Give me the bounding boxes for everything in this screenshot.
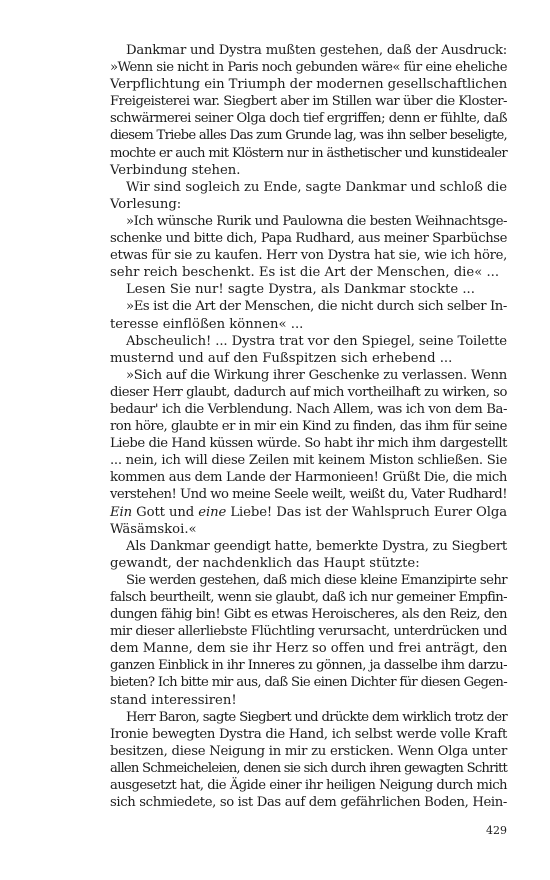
text-line: bieten? Ich bitte mir aus, daß Sie einen Dichter für diesen Gegen-	[110, 675, 507, 691]
text-line: gewandt, der nachdenklich das Haupt stützte:	[110, 555, 420, 571]
text-line: mochte er auch mit Klöstern nur in ästhetischer und kunstidealer	[110, 145, 507, 161]
text-line: »Es ist die Art der Menschen, die nicht durch sich selber In-	[126, 299, 507, 315]
emphasis-text: eine	[198, 504, 227, 520]
text-line	[110, 504, 507, 521]
text-line: Wäsämskoi.«	[110, 521, 197, 537]
text-line: Abscheulich! ... Dystra trat vor den Spiegel, seine Toilette	[126, 333, 507, 349]
text-line: »Ich wünsche Rurik und Paulowna die besten Weihnachtsge-	[126, 213, 507, 229]
text-line: dungen fähig bin! Gibt es etwas Heroischeres, als den Reiz, den	[110, 607, 507, 623]
body-text	[110, 42, 507, 811]
text-line: ... nein, ich will diese Zeilen mit keinem Miston schließen. Sie	[110, 453, 507, 469]
text-line: ausgesetzt hat, die Ägide einer ihr heiligen Neigung durch mich	[110, 778, 507, 794]
text-line: besitzen, diese Neigung in mir zu ersticken. Wenn Olga unter	[110, 743, 507, 759]
text-line: Wir sind sogleich zu Ende, sagte Dankmar und schloß die	[126, 179, 507, 195]
text-line: diesem Triebe alles Das zum Grunde lag, was ihn selber beseligte,	[110, 128, 507, 144]
text-line: Dankmar und Dystra mußten gestehen, daß der Ausdruck:	[126, 43, 507, 58]
emphasis-text: Ein	[110, 504, 133, 520]
text-line: dem Manne, dem sie ihr Herz so offen und frei anträgt, den	[110, 641, 508, 657]
text-line: schenke und bitte dich, Papa Rudhard, aus meiner Sparbüchse	[110, 231, 507, 247]
text-line: Als Dankmar geendigt hatte, bemerkte Dystra, zu Siegbert	[126, 538, 507, 554]
text-line: sehr reich beschenkt. Es ist die Art der Menschen, die« ...	[110, 265, 500, 281]
page-number: 429	[486, 824, 507, 837]
text-line: verstehen! Und wo meine Seele weilt, weißt du, Vater Rudhard!	[110, 487, 507, 503]
text-line: Sie werden gestehen, daß mich diese kleine Emanzipirte sehr	[126, 572, 507, 588]
text-line: ganzen Einblick in ihr Inneres zu gönnen, ja dasselbe ihm darzu-	[110, 658, 507, 674]
text-line: ron höre, glaubte er in mir ein Kind zu finden, das ihm für seine	[110, 419, 507, 435]
text-fragment: Gott und	[132, 504, 199, 520]
text-line: »Sich auf die Wirkung ihrer Geschenke zu verlassen. Wenn	[126, 367, 507, 383]
text-line: musternd und auf den Fußspitzen sich erhebend ...	[110, 350, 453, 366]
text-line: »Wenn sie nicht in Paris noch gebunden wäre« für eine eheliche	[110, 60, 507, 76]
text-line: allen Schmeicheleien, denen sie sich durch ihren gewagten Schritt	[110, 760, 507, 776]
text-line: schwärmerei seiner Olga doch tief ergriffen; denn er fühlte, daß	[110, 111, 507, 127]
text-line: Lesen Sie nur! sagte Dystra, als Dankmar stockte ...	[126, 282, 475, 298]
text-line: mir dieser allerliebste Flüchtling verursacht, unterdrücken und	[110, 624, 507, 640]
text-line: stand interessiren!	[110, 692, 237, 708]
text-line: bedaur' ich die Verblendung. Nach Allem, was ich von dem Ba-	[110, 401, 507, 417]
text-line: Vorlesung:	[110, 196, 182, 212]
text-line: teresse einflößen können« ...	[110, 316, 304, 332]
text-line: falsch beurtheilt, wenn sie glaubt, daß ich nur gemeiner Empfin-	[110, 590, 507, 605]
text-line: Verpflichtung ein Triumph der modernen gesellschaftlichen	[110, 77, 508, 93]
text-line: Verbindung stehen.	[110, 162, 241, 178]
text-line: Liebe die Hand küssen würde. So habt ihr mich ihm dargestellt	[110, 436, 507, 452]
text-line: Herr Baron, sagte Siegbert und drückte dem wirklich trotz der	[126, 709, 507, 725]
text-fragment: Liebe! Das ist der Wahlspruch Eurer Olga	[226, 504, 508, 520]
text-line: kommen aus dem Lande der Harmonieen! Grüßt Die, die mich	[110, 470, 507, 486]
text-line: sich schmiedete, so ist Das auf dem gefährlichen Boden, Hein-	[110, 795, 507, 811]
text-line: Ironie bewegten Dystra die Hand, ich selbst werde volle Kraft	[110, 726, 507, 742]
text-line: dieser Herr glaubt, dadurch auf mich vortheilhaft zu wirken, so	[110, 384, 507, 400]
text-line: etwas für sie zu kaufen. Herr von Dystra hat sie, wie ich höre,	[110, 248, 507, 264]
text-line: Freigeisterei war. Siegbert aber im Stillen war über die Kloster-	[110, 94, 507, 110]
